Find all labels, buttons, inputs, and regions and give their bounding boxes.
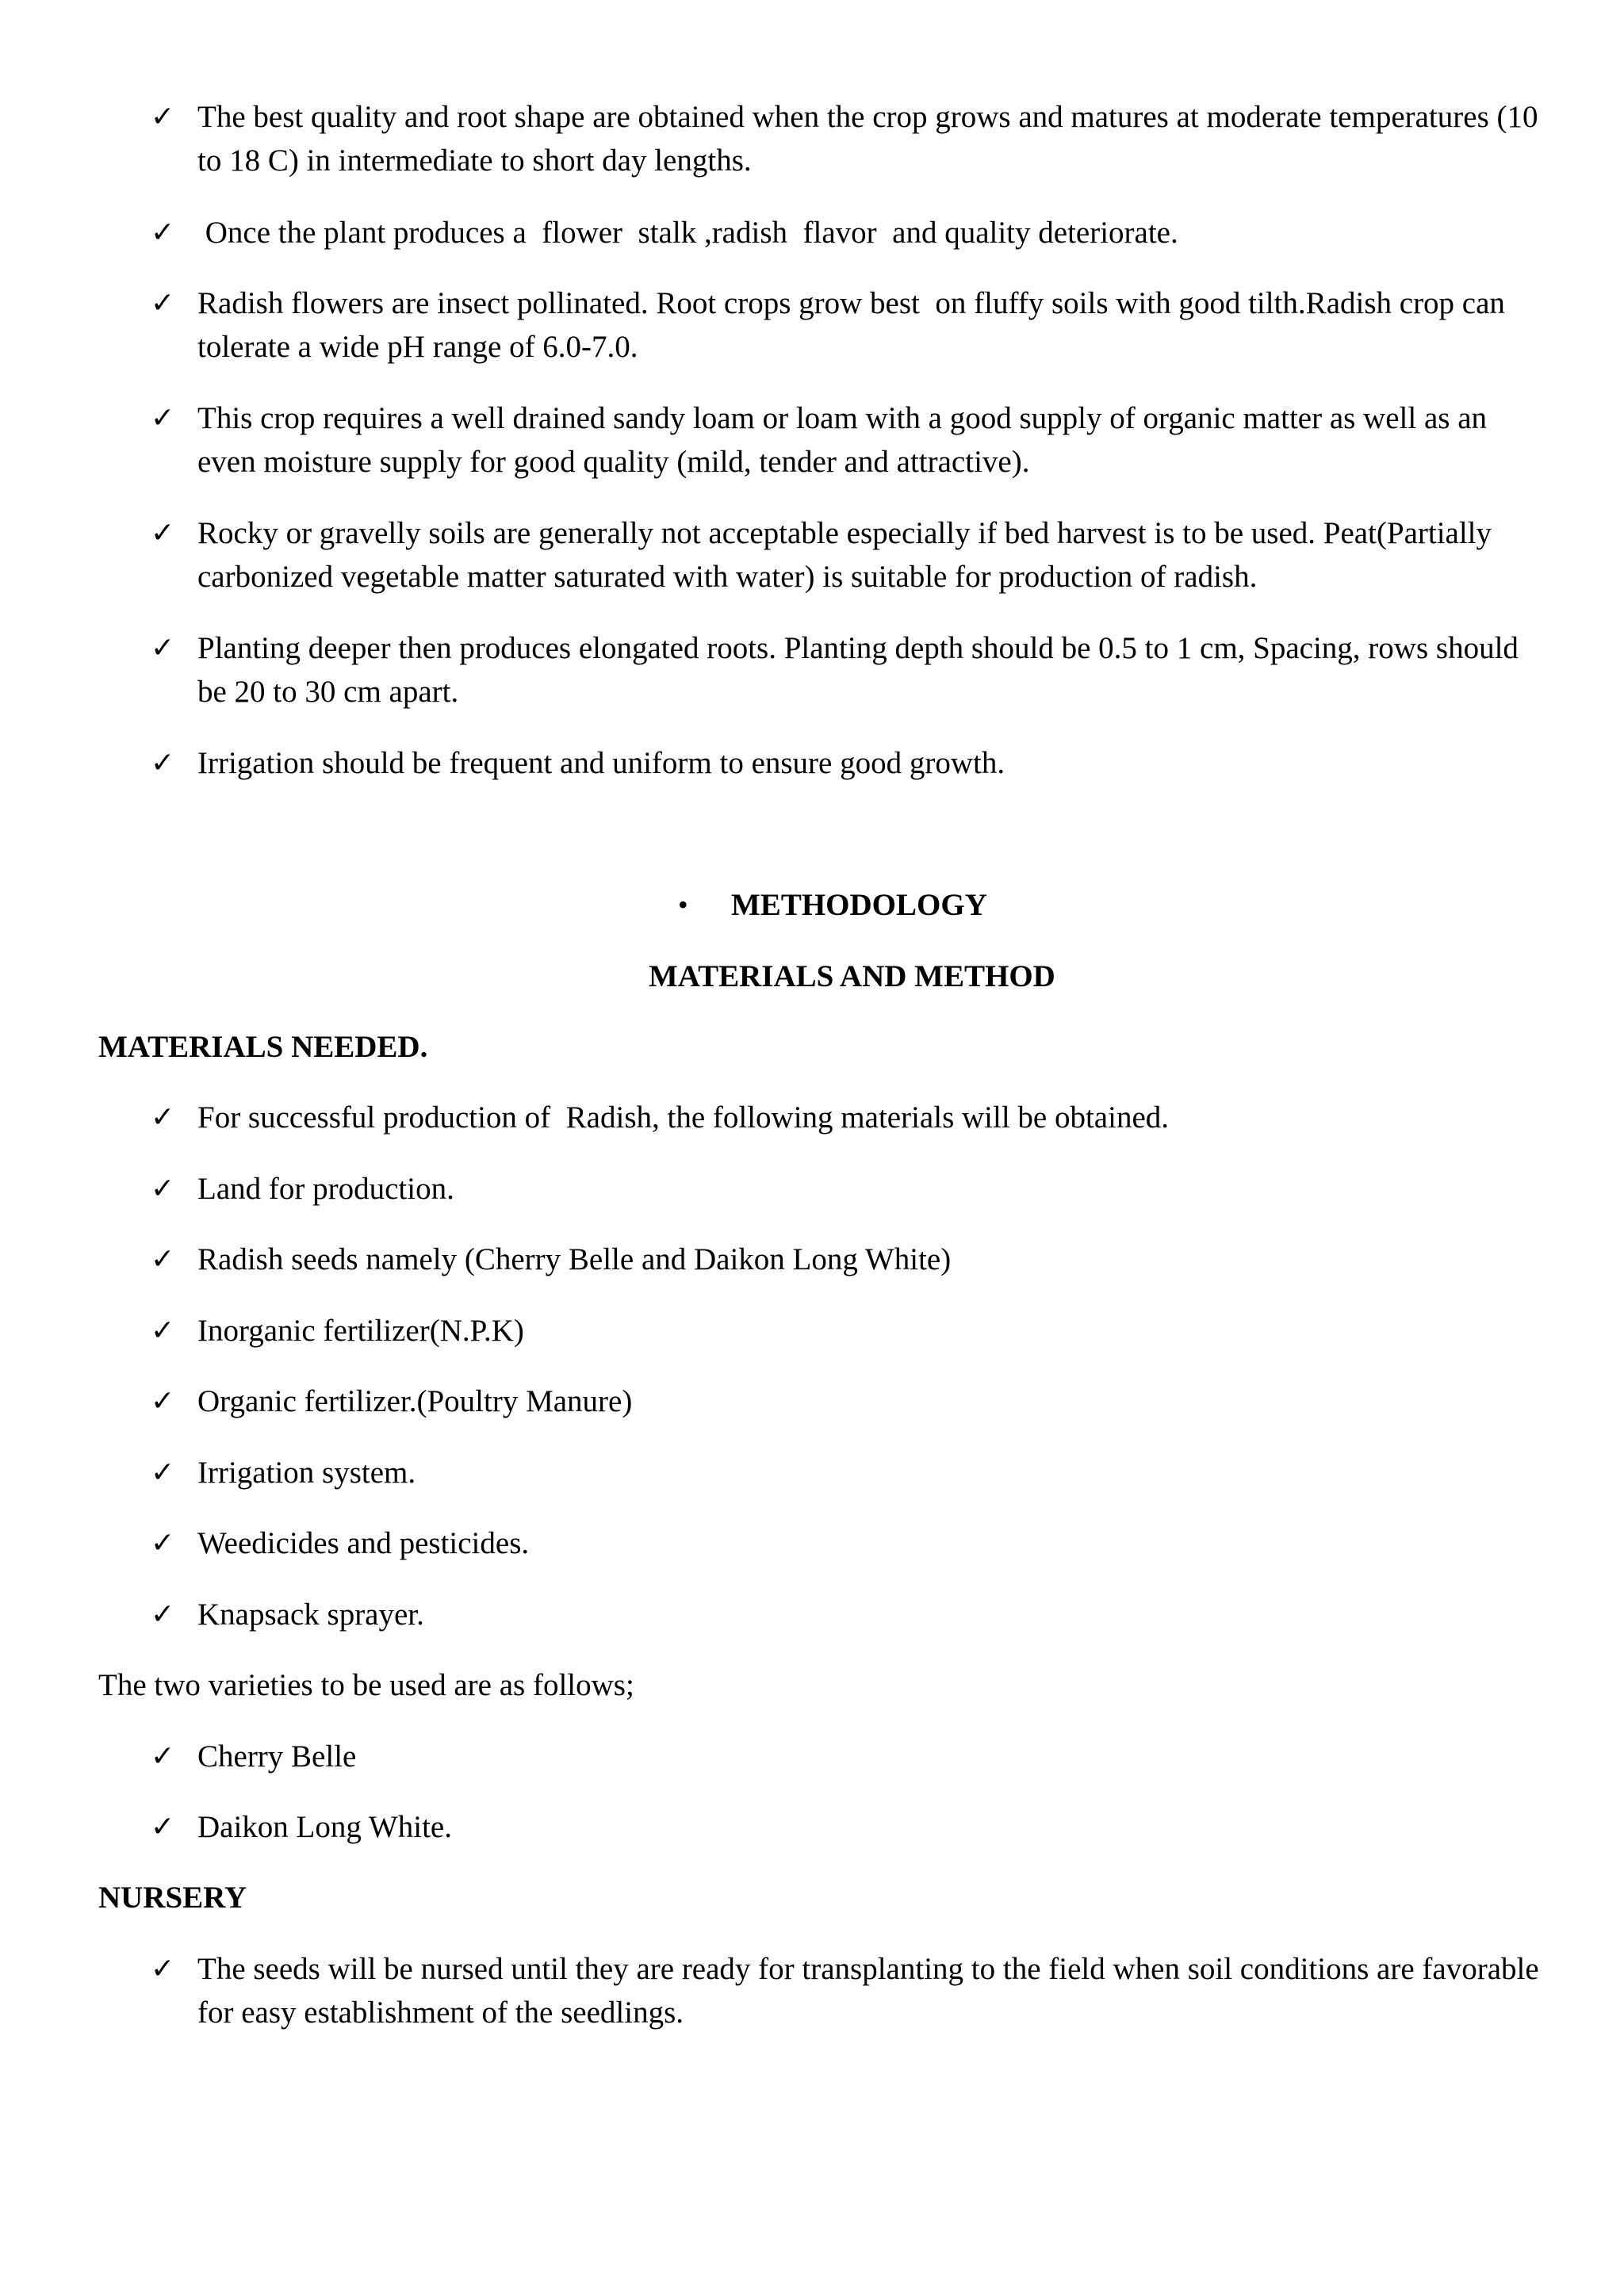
list-item xyxy=(151,1238,1546,1281)
list-item xyxy=(151,1096,1546,1139)
list-item xyxy=(151,281,1546,369)
check-icon: ✓ xyxy=(151,1740,175,1773)
list-item-text: Daikon Long White. xyxy=(197,1810,452,1844)
check-icon: ✓ xyxy=(151,287,175,320)
list-item xyxy=(151,1451,1546,1494)
list-item xyxy=(151,511,1546,599)
list-item-text: Irrigation system. xyxy=(197,1456,416,1490)
list-item-text: Planting deeper then produces elongated roots. Planting depth should be 0.5 to 1 cm, Spacing, rows should be 20 to 30 cm apart. xyxy=(197,631,1526,709)
list-item xyxy=(151,1947,1546,2034)
check-icon: ✓ xyxy=(151,1811,175,1843)
list-item-text: For successful production of Radish, the following materials will be obtained. xyxy=(197,1100,1170,1135)
list-item xyxy=(151,1167,1546,1211)
list-item xyxy=(151,1735,1546,1778)
materials-heading: MATERIALS NEEDED. xyxy=(98,1030,428,1064)
section-heading: METHODOLOGY xyxy=(731,888,987,922)
list-item-text: The best quality and root shape are obtained when the crop grows and matures at moderate temperatures (10 to 18 C) in intermediate to short day lengths. xyxy=(197,100,1546,178)
list-item-text: Cherry Belle xyxy=(197,1739,357,1774)
list-item xyxy=(151,1593,1546,1636)
list-item-text: Irrigation should be frequent and uniform to ensure good growth. xyxy=(197,746,1005,780)
list-item xyxy=(151,1380,1546,1423)
check-icon: ✓ xyxy=(151,1243,175,1276)
list-item xyxy=(151,626,1546,714)
list-item-text: Radish flowers are insect pollinated. Root crops grow best on fluffy soils with good tilth.Radish crop can tolerate a wide pH range of 6.0-7.0. xyxy=(197,286,1513,364)
check-icon: ✓ xyxy=(151,1527,175,1559)
check-icon: ✓ xyxy=(151,1598,175,1631)
list-item-text: Land for production. xyxy=(197,1172,454,1206)
list-item xyxy=(151,741,1546,785)
bullet-icon: • xyxy=(678,889,688,920)
list-item-text: This crop requires a well drained sandy loam or loam with a good supply of organic matter as well as an even moisture supply for good quality (mild, tender and attractive). xyxy=(197,401,1495,479)
list-item xyxy=(151,1805,1546,1849)
list-item-text: Rocky or gravelly soils are generally not acceptable especially if bed harvest is to be used. Peat(Partially carbonized vegetable matter saturated with water) is suitable for production of radish. xyxy=(197,516,1500,594)
check-icon: ✓ xyxy=(151,747,175,779)
list-item-text: Radish seeds namely (Cherry Belle and Daikon Long White) xyxy=(197,1242,952,1276)
varieties-intro: The two varieties to be used are as follows; xyxy=(98,1668,634,1702)
list-item-text: The seeds will be nursed until they are ready for transplanting to the field when soil conditions are favorable for easy establishment of the seedlings. xyxy=(197,1952,1547,2030)
list-item-text: Once the plant produces a flower stalk ,radish flavor and quality deteriorate. xyxy=(197,216,1178,250)
list-item xyxy=(151,1309,1546,1353)
check-icon: ✓ xyxy=(151,402,175,434)
check-icon: ✓ xyxy=(151,517,175,549)
check-icon: ✓ xyxy=(151,216,175,249)
nursery-heading: NURSERY xyxy=(98,1881,247,1915)
list-item xyxy=(151,1521,1546,1565)
list-item-text: Inorganic fertilizer(N.P.K) xyxy=(197,1314,524,1348)
list-item xyxy=(151,95,1546,182)
list-item-text: Organic fertilizer.(Poultry Manure) xyxy=(197,1384,633,1418)
list-item xyxy=(151,396,1546,484)
list-item-text: Weedicides and pesticides. xyxy=(197,1526,530,1560)
check-icon: ✓ xyxy=(151,1456,175,1489)
check-icon: ✓ xyxy=(151,1953,175,1985)
section-subheading: MATERIALS AND METHOD xyxy=(649,959,1055,993)
list-item-text: Knapsack sprayer. xyxy=(197,1598,424,1632)
check-icon: ✓ xyxy=(151,632,175,664)
check-icon: ✓ xyxy=(151,1101,175,1134)
check-icon: ✓ xyxy=(151,1385,175,1418)
check-icon: ✓ xyxy=(151,101,175,133)
list-item xyxy=(151,211,1546,254)
check-icon: ✓ xyxy=(151,1173,175,1205)
check-icon: ✓ xyxy=(151,1314,175,1347)
